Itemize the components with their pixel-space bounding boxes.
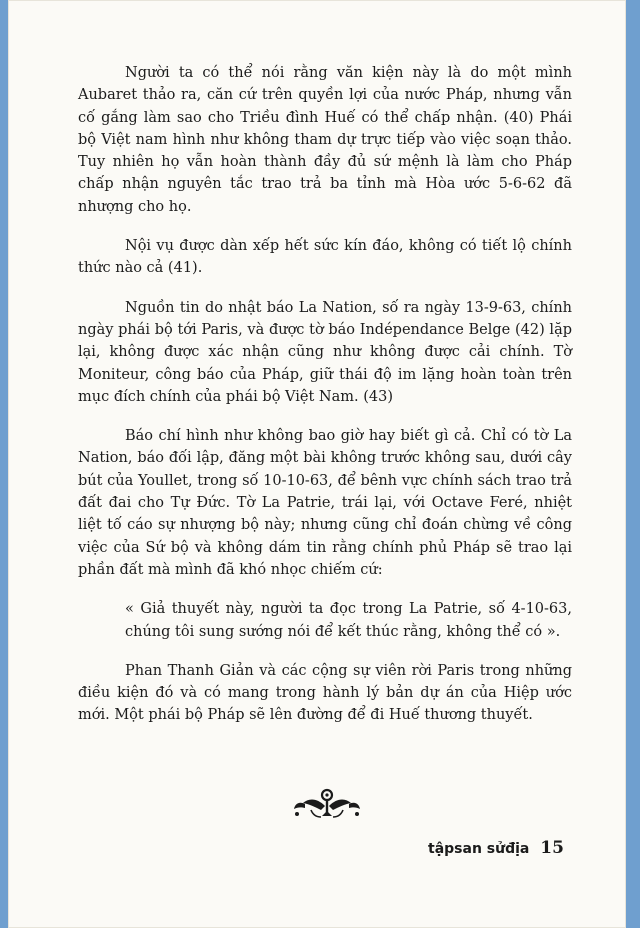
paragraph-6: Phan Thanh Giản và các cộng sự viên rời Paris trong những điều kiện đó và có mang trong hành lý bản dự án của Hiệp ước mới. Một phái bộ Pháp sẽ lên đường để đi Huế thương thuyết.	[78, 662, 572, 724]
paragraph-2: Nội vụ được dàn xếp hết sức kín đáo, không có tiết lộ chính thức nào cả (41).	[78, 238, 572, 277]
document-page	[8, 0, 626, 928]
journal-name: tậpsan sửđịa	[428, 841, 530, 857]
paragraph-1: Người ta có thể nói rằng văn kiện này là do một mình Aubaret thảo ra, căn cứ trên quyền lợi của nước Pháp, nhưng vẫn cố gắng làm sao cho Triều đình Huế có thể chấp nhận. (40) Phái bộ Việt nam hình như không tham dự trực tiếp vào việc soạn thảo. Tuy nhiên họ vẫn hoàn thành đầy đủ sứ mệnh là làm cho Pháp chấp nhận nguyên tắc trao trả ba tỉnh mà Hòa ước 5-6-62 đã nhượng cho họ.	[78, 65, 572, 215]
floral-ornament-icon	[291, 786, 363, 820]
paragraph-3: Nguồn tin do nhật báo La Nation, số ra ngày 13-9-63, chính ngày phái bộ tới Paris, và được tờ báo Indépendance Belge (42) lặp lại, không được xác nhận cũng như không được cải chính. Tờ Moniteur, công báo của Pháp, giữ thái độ im lặng hoàn toàn trên mục đích chính của phái bộ Việt Nam. (43)	[78, 299, 572, 405]
page-number: 15	[540, 838, 564, 858]
quote-paragraph: « Giả thuyết này, người ta đọc trong La Patrie, số 4-10-63, chúng tôi sung sướng nói để kết thúc rằng, không thể có ».	[125, 601, 572, 640]
paragraph-4: Báo chí hình như không bao giờ hay biết gì cả. Chỉ có tờ La Nation, báo đối lập, đăng một bài không trước không sau, dưới cây bút của Youllet, trong số 10-10-63, để bênh vực chính sách trao trả đất đai cho Tự Đức. Tờ La Patrie, trái lại, với Octave Feré, nhiệt liệt tố cáo sự nhượng bộ này; nhưng cũng chỉ đoán chừng về công việc của Sứ bộ và không dám tin rằng chính phủ Pháp sẽ trao lại phần đất mà mình đã khó nhọc chiếm cứ:	[78, 428, 572, 578]
body-text	[78, 62, 572, 744]
page-footer	[428, 838, 564, 858]
